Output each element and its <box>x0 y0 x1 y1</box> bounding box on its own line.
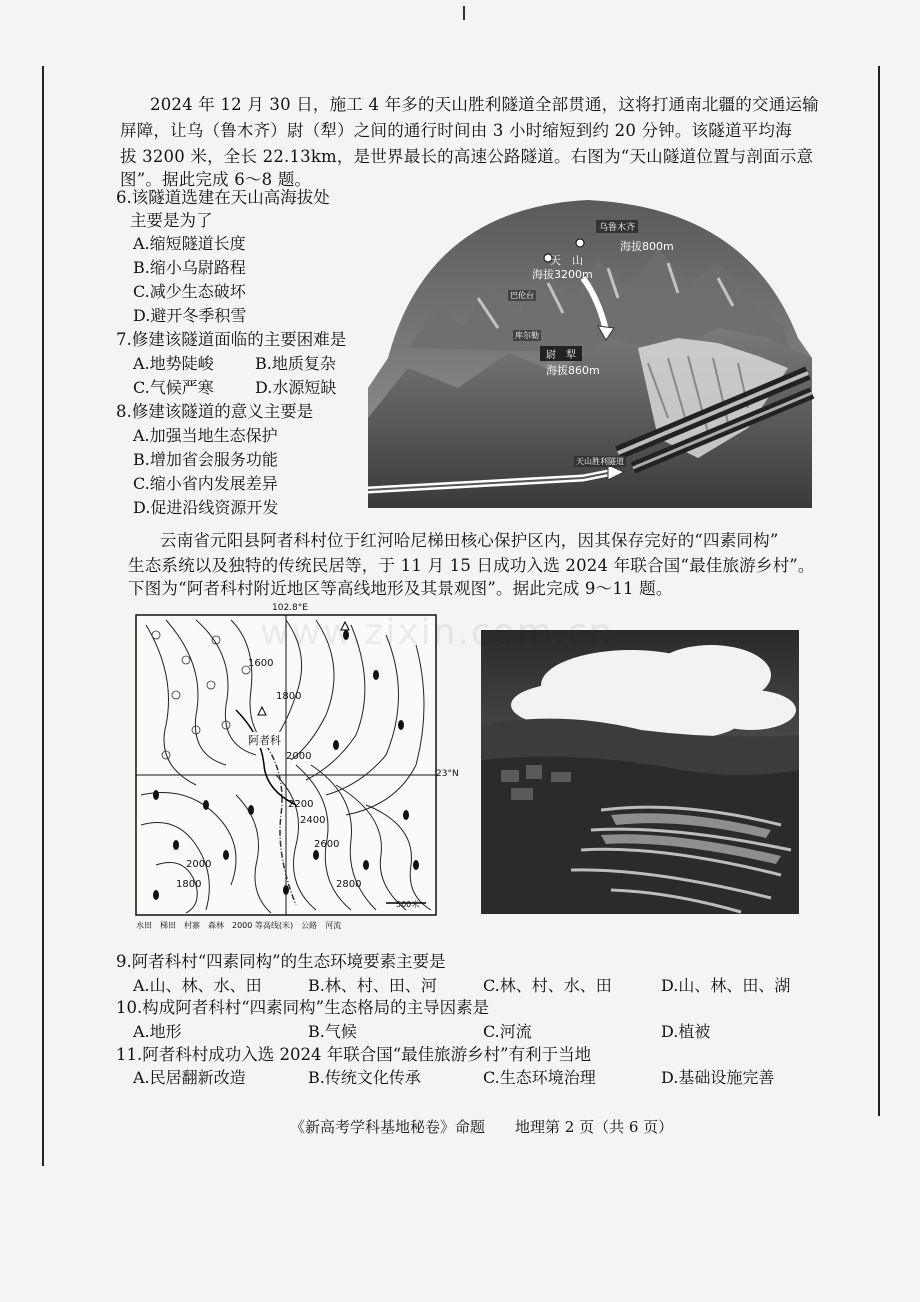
q10-options <box>133 1020 813 1044</box>
q7-stem: 7.修建该隧道面临的主要困难是 <box>116 330 347 349</box>
contour-label-1800-south: 1800 <box>176 879 202 890</box>
q9-option-a[interactable]: A.山、林、水、田 <box>133 976 262 995</box>
q9-option-c[interactable]: C.林、村、水、田 <box>483 976 612 995</box>
label-tunnel: 天山胜利隧道 <box>576 457 624 466</box>
contour-label-2600: 2600 <box>314 839 340 850</box>
q6-option-b[interactable]: B.缩小乌尉路程 <box>133 258 246 277</box>
q8-option-b[interactable]: B.增加省会服务功能 <box>133 450 278 469</box>
landscape-photo <box>481 630 799 914</box>
q8-stem: 8.修建该隧道的意义主要是 <box>116 402 314 421</box>
q10-option-c[interactable]: C.河流 <box>483 1022 532 1041</box>
contour-label-2800: 2800 <box>336 879 362 890</box>
q10-stem: 10.构成阿者科村“四素同构”生态格局的主导因素是 <box>116 998 490 1017</box>
page-footer: 《新高考学科基地秘卷》命题 地理第 2 页（共 6 页） <box>290 1118 674 1136</box>
q6-option-d[interactable]: D.避开冬季积雪 <box>133 306 247 325</box>
passage1-line1: 2024 年 12 月 30 日，施工 4 年多的天山胜利隧道全部贯通，这将打通南北疆的交通运输 <box>150 95 819 114</box>
watermark: www.zixin.com.cn <box>260 612 614 653</box>
label-weili: 尉 犁 <box>540 346 582 361</box>
q11-option-a[interactable]: A.民居翻新改造 <box>133 1068 246 1087</box>
scale-label: 500米 <box>396 900 420 909</box>
tunnel-figure <box>368 188 812 508</box>
q10-option-b[interactable]: B.气候 <box>308 1022 357 1041</box>
q6-stem-cont: 主要是为了 <box>130 211 213 230</box>
q11-option-c[interactable]: C.生态环境治理 <box>483 1068 596 1087</box>
q6-stem: 6.该隧道选建在天山高海拔处 <box>116 188 330 207</box>
label-weili-altitude: 海拔860m <box>546 364 600 377</box>
passage2-line1: 云南省元阳县阿者科村位于红河哈尼梯田核心保护区内，因其保存完好的“四素同构” <box>160 531 779 550</box>
label-tianshan: 天 山 <box>550 254 583 267</box>
q10-option-a[interactable]: A.地形 <box>133 1022 182 1041</box>
map-legend: 水田 梯田 村寨 森林 2000 等高线(米) 公路 河流 <box>136 921 342 930</box>
q10-option-d[interactable]: D.植被 <box>661 1022 711 1041</box>
q11-option-d[interactable]: D.基础设施完善 <box>661 1068 775 1087</box>
landscape-photo-svg <box>481 630 799 914</box>
passage2-line2: 生态系统以及独特的传统民居等，于 11 月 15 日成功入选 2024 年联合国“最佳旅游乡村”。 <box>128 556 815 575</box>
map-longitude-label: 102.8°E <box>272 603 308 613</box>
q6-option-a[interactable]: A.缩短隧道长度 <box>133 234 246 253</box>
contour-label-1800: 1800 <box>276 691 302 702</box>
label-baluntai: 巴伦台 <box>510 291 534 300</box>
q9-options <box>133 974 813 998</box>
q7-option-a[interactable]: A.地势陡峻 <box>133 354 214 373</box>
village-label: 阿者科 <box>248 734 281 747</box>
q6-option-c[interactable]: C.减少生态破坏 <box>133 282 246 301</box>
left-margin-line <box>42 66 44 1166</box>
map-latitude-label: 23°N <box>436 769 459 779</box>
q11-option-b[interactable]: B.传统文化传承 <box>308 1068 421 1087</box>
q9-stem: 9.阿者科村“四素同构”的生态环境要素主要是 <box>116 952 446 971</box>
label-tianshan-altitude: 海拔3200m <box>532 268 593 281</box>
passage1-line3: 拔 3200 米，全长 22.13km，是世界最长的高速公路隧道。右图为“天山隧道位置与剖面示意 <box>120 147 814 166</box>
q9-option-d[interactable]: D.山、林、田、湖 <box>661 976 791 995</box>
contour-map-svg <box>136 615 436 915</box>
q7-option-d[interactable]: D.水源短缺 <box>255 378 337 397</box>
q9-option-b[interactable]: B.林、村、田、河 <box>308 976 437 995</box>
passage1-line4: 图”。据此完成 6～8 题。 <box>120 170 312 189</box>
contour-label-2200: 2200 <box>288 799 314 810</box>
label-urumqi: 乌鲁木齐 <box>596 220 638 233</box>
q11-stem: 11.阿者科村成功入选 2024 年联合国“最佳旅游乡村”有利于当地 <box>116 1045 592 1064</box>
contour-label-2400: 2400 <box>300 815 326 826</box>
label-urumqi-altitude: 海拔800m <box>620 240 674 253</box>
right-margin-line <box>878 66 880 1116</box>
passage1-line2: 屏障，让乌（鲁木齐）尉（犁）之间的通行时间由 3 小时缩短到约 20 分钟。该隧道平均海 <box>120 121 792 140</box>
q7-option-c[interactable]: C.气候严寒 <box>133 378 214 397</box>
q8-option-a[interactable]: A.加强当地生态保护 <box>133 426 278 445</box>
q7-option-b[interactable]: B.地质复杂 <box>255 354 336 373</box>
top-mark <box>463 6 465 20</box>
label-korla: 库尔勒 <box>515 331 539 340</box>
q11-options <box>133 1066 813 1090</box>
contour-label-1600: 1600 <box>248 658 274 669</box>
passage2-line3: 下图为“阿者科村附近地区等高线地形及其景观图”。据此完成 9～11 题。 <box>128 579 673 598</box>
q8-option-c[interactable]: C.缩小省内发展差异 <box>133 474 278 493</box>
q8-option-d[interactable]: D.促进沿线资源开发 <box>133 498 279 517</box>
contour-label-2000: 2000 <box>286 751 312 762</box>
contour-label-2000-south: 2000 <box>186 859 212 870</box>
